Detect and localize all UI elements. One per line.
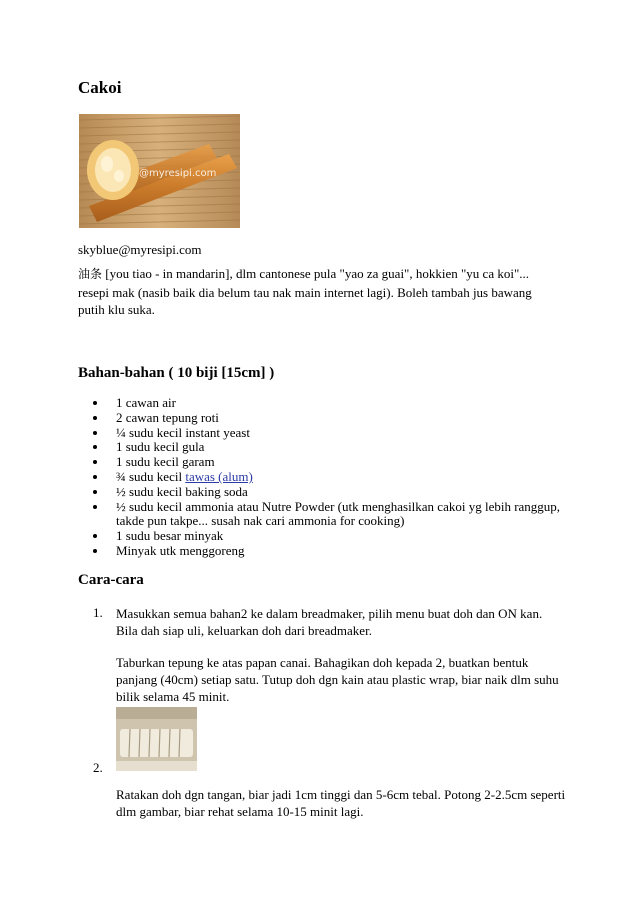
intro-text: [you tiao - in mandarin], dlm cantonese pula "yao za guai", hokkien "yu ca koi"... resepi mak (nasib baik dia belum tau nak main internet lagi). Boleh tambah jus bawang putih klu suka. [78,266,532,317]
list-item: ¾ sudu kecil tawas (alum) [78,470,568,485]
list-item: 1 sudu kecil gula [78,440,568,455]
list-item: ½ sudu kecil baking soda [78,485,568,500]
cakoi-photo [79,114,240,228]
step-1-paragraph-1: Masukkan semua bahan2 ke dalam breadmaker, pilih menu buat doh dan ON kan. Bila dah siap uli, keluarkan doh dari breadmaker. [116,606,543,638]
tawas-alum-link[interactable]: tawas (alum) [185,468,253,484]
list-item: Minyak utk menggoreng [78,544,568,559]
method-heading: Cara-cara [78,572,144,588]
list-item: 1 sudu kecil garam [78,455,568,470]
author-email: skyblue@myresipi.com [78,242,202,257]
list-item: 1 sudu besar minyak [78,529,568,544]
step-number-1: 1. [93,605,103,620]
step-1-paragraph-2: Taburkan tepung ke atas papan canai. Bahagikan doh kepada 2, buatkan bentuk panjang (40cm) setiap satu. Tutup doh dgn kain atau plastic wrap, biar naik dlm suhu bilik selama 45 minit. [116,655,559,704]
ingredients-list [78,396,568,559]
list-item: ½ sudu kecil ammonia atau Nutre Powder (utk menghasilkan cakoi yg lebih ranggup, takde pun takpe... susah nak cari ammonia for cooking) [78,500,568,530]
intro-cjk-term: 油条 [78,267,103,281]
step-2-paragraph-1: Ratakan doh dgn tangan, biar jadi 1cm tinggi dan 5-6cm tebal. Potong 2-2.5cm seperti dlm gambar, biar rehat selama 10-15 minit lagi. [116,787,566,819]
ingredients-heading: Bahan-bahan ( 10 biji [15cm] ) [78,365,275,381]
step-number-2: 2. [93,760,103,775]
photo-watermark: @myresipi.com [139,168,217,179]
list-item: 1 cawan air [78,396,568,411]
list-item: ¼ sudu kecil instant yeast [78,426,568,441]
list-item: 2 cawan tepung roti [78,411,568,426]
dough-strips-photo [116,707,197,771]
intro-paragraph [78,265,556,319]
page-title: Cakoi [78,78,122,97]
